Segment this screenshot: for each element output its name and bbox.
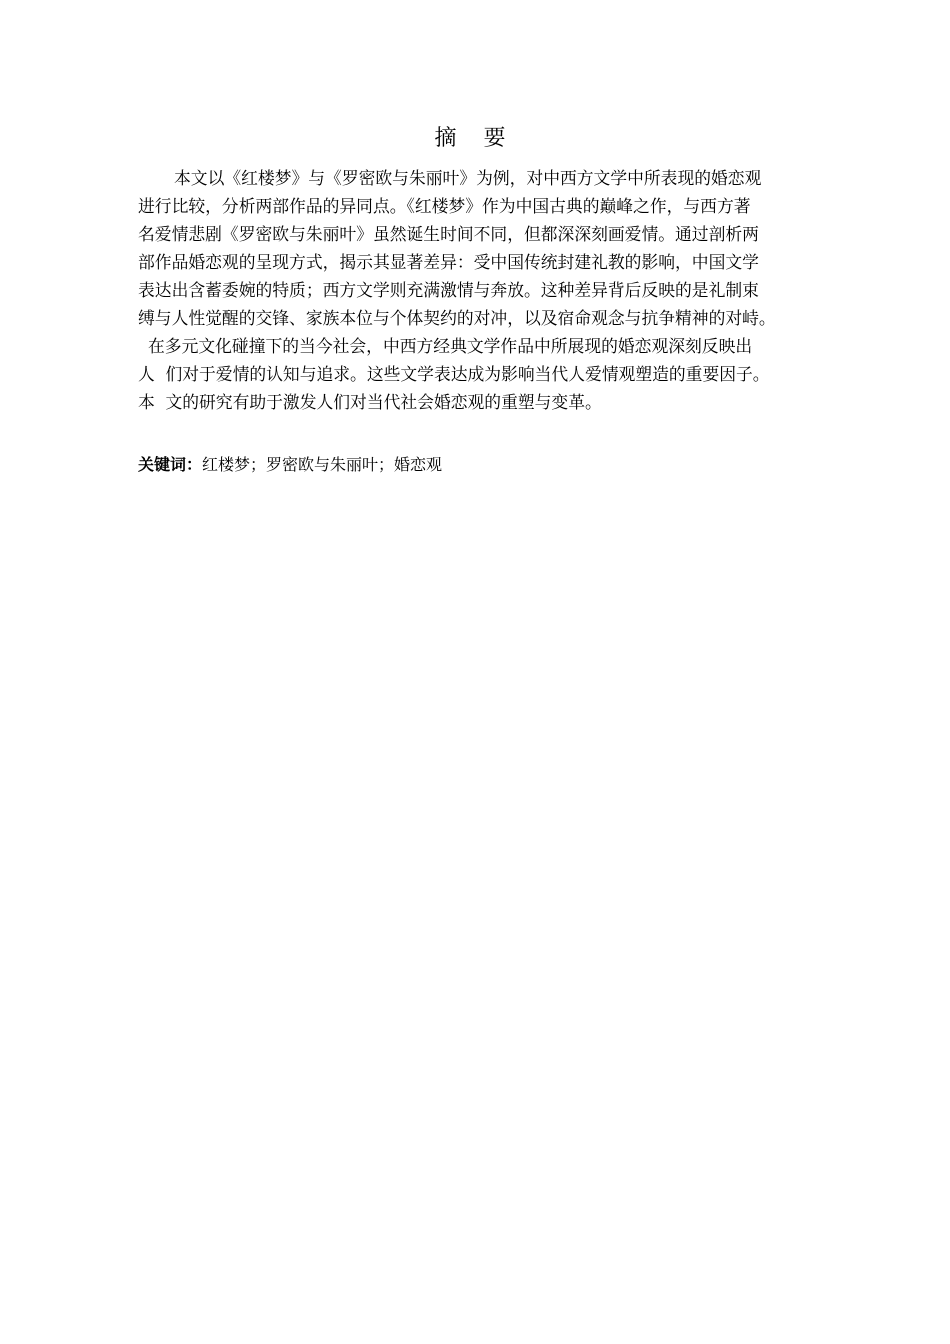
abstract-line: 缚与人性觉醒的交锋、家族本位与个体契约的对冲，以及宿命观念与抗争精神的对峙。 — [138, 308, 776, 328]
keywords-label: 关键词： — [138, 455, 203, 474]
abstract-title: 摘 要 — [434, 126, 516, 151]
keywords-line — [138, 450, 442, 480]
keywords-values: 红楼梦；罗密欧与朱丽叶；婚恋观 — [202, 455, 443, 474]
abstract-line: 人 们对于爱情的认知与追求。这些文学表达成为影响当代人爱情观塑造的重要因子。 — [138, 364, 770, 384]
abstract-line: 表达出含蓄委婉的特质；西方文学则充满激情与奔放。这种差异背后反映的是礼制束 — [138, 280, 759, 300]
abstract-line: 部作品婚恋观的呈现方式，揭示其显著差异：受中国传统封建礼教的影响，中国文学 — [138, 252, 759, 272]
abstract-body — [138, 164, 858, 416]
abstract-line: 本文以《红楼梦》与《罗密欧与朱丽叶》为例，对中西方文学中所表现的婚恋观 — [174, 168, 762, 188]
abstract-line: 本 文的研究有助于激发人们对当代社会婚恋观的重塑与变革。 — [138, 392, 602, 412]
abstract-line: 名爱情悲剧《罗密欧与朱丽叶》虽然诞生时间不同，但都深深刻画爱情。通过剖析两 — [138, 224, 759, 244]
abstract-line: 进行比较，分析两部作品的异同点。《红楼梦》作为中国古典的巅峰之作，与西方著 — [138, 196, 751, 216]
abstract-line: 在多元文化碰撞下的当今社会，中西方经典文学作品中所展现的婚恋观深刻反映出 — [148, 336, 753, 356]
